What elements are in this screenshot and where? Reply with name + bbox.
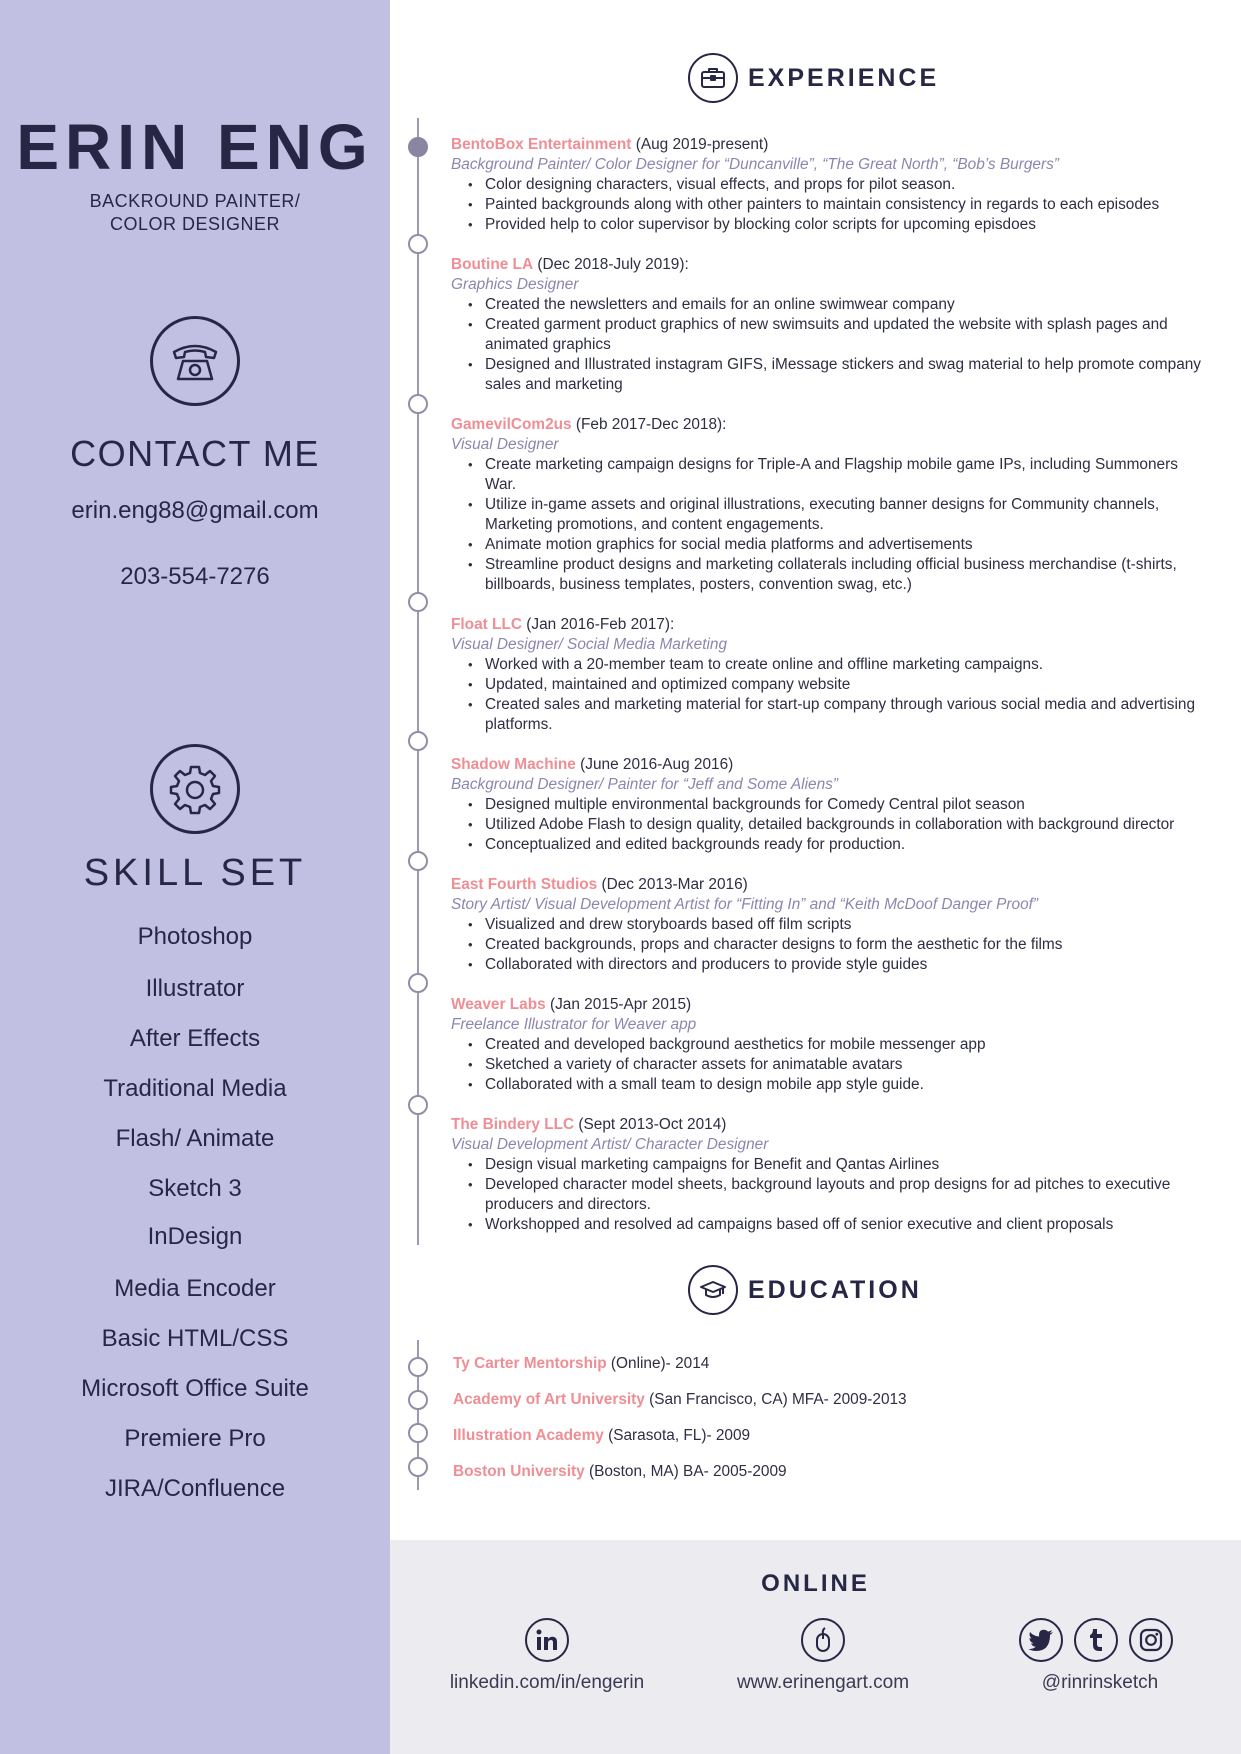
school-detail: (Sarasota, FL)- 2009 [603,1427,751,1444]
timeline-dot [408,731,428,751]
phone-number[interactable]: 203-554-7276 [120,563,270,590]
skill-item: Illustrator [145,975,245,1002]
job-dates: (Jan 2016-Feb 2017): [521,616,675,633]
job-bullets [451,175,1211,235]
skill-item: JIRA/Confluence [104,1475,286,1502]
social-handle[interactable]: @rinrinsketch [1041,1672,1159,1693]
job-bullet: • Updated, maintained and optimized company website [451,675,1211,695]
job-bullets [451,455,1211,595]
job-bullet: • Worked with a 20-member team to create online and offline marketing campaigns. [451,655,1211,675]
job-role: Visual Development Artist/ Character Designer [451,1136,769,1153]
job-header [451,995,1211,1015]
skill-item: Photoshop [137,923,253,950]
skill-item: After Effects [129,1025,261,1052]
job-entry-gamevil [451,415,1211,595]
school-name: Ty Carter Mentorship [453,1355,607,1372]
online-heading: ONLINE [761,1570,870,1597]
company-name: Float LLC [451,616,522,633]
job-header [451,415,1211,435]
job-bullet: • Painted backgrounds along with other painters to maintain consistency in regards to each episodes [451,195,1211,215]
twitter-icon[interactable] [1019,1618,1063,1662]
company-name: The Bindery LLC [451,1116,575,1133]
job-entry-shadow-machine [451,755,1211,855]
skill-item: Flash/ Animate [115,1125,275,1152]
company-name: BentoBox Entertainment [451,136,632,153]
job-header [451,615,1211,635]
job-bullet: • Design visual marketing campaigns for Benefit and Qantas Airlines [451,1155,1211,1175]
telephone-icon [150,316,240,406]
instagram-icon[interactable] [1129,1618,1173,1662]
experience-heading: EXPERIENCE [748,64,940,92]
job-entry-weaver-labs [451,995,1211,1095]
graduation-cap-icon [688,1265,738,1315]
timeline-dot-current [408,137,428,157]
job-title-line-2: COLOR DESIGNER [109,214,281,234]
job-bullet: • Provided help to color supervisor by blocking color scripts for upcoming episdoes [451,215,1211,235]
skill-item: Sketch 3 [148,1175,242,1202]
job-bullet: • Workshopped and resolved ad campaigns based off of senior executive and client proposals [451,1215,1211,1235]
job-bullet: • Conceptualized and edited backgrounds ready for production. [451,835,1211,855]
education-item [453,1427,750,1445]
job-dates: (Dec 2018-July 2019): [533,256,689,273]
job-role: Story Artist/ Visual Development Artist for “Fitting In” and “Keith McDoof Danger Proof” [451,896,1039,913]
contact-heading: CONTACT ME [70,433,320,474]
job-dates: (Dec 2013-Mar 2016) [597,876,748,893]
school-name: Illustration Academy [453,1427,604,1444]
job-bullet: • Utilized Adobe Flash to design quality, detailed backgrounds in collaboration with background director [451,815,1211,835]
education-heading: EDUCATION [748,1276,922,1304]
timeline-dot [408,1457,428,1477]
timeline-dot [408,592,428,612]
job-entry-east-fourth [451,875,1211,975]
job-bullet: • Created sales and marketing material for start-up company through various social media and advertising platforms. [451,695,1211,735]
linkedin-icon[interactable] [525,1618,569,1662]
school-detail: (Boston, MA) BA- 2005-2009 [584,1463,787,1480]
skill-item: InDesign [147,1223,243,1250]
job-header [451,255,1211,275]
timeline-dot [408,234,428,254]
job-role: Background Painter/ Color Designer for “Duncanville”, “The Great North”, “Bob’s Burgers” [451,156,1059,173]
job-dates: (Aug 2019-present) [631,136,769,153]
company-name: Weaver Labs [451,996,546,1013]
job-bullets [451,295,1211,395]
job-dates: (June 2016-Aug 2016) [575,756,734,773]
school-name: Academy of Art University [453,1391,645,1408]
company-name: GamevilCom2us [451,416,572,433]
job-entry-boutine [451,255,1211,395]
job-bullets [451,795,1211,855]
timeline-dot [408,851,428,871]
job-role: Visual Designer [451,436,559,453]
job-bullet: • Created the newsletters and emails for an online swimwear company [451,295,1211,315]
experience-timeline-line [417,118,419,1245]
company-name: Shadow Machine [451,756,576,773]
job-bullet: • Created backgrounds, props and character designs to form the aesthetic for the films [451,935,1211,955]
job-header [451,755,1211,775]
briefcase-icon [688,53,738,103]
job-bullet: • Sketched a variety of character assets for animatable avatars [451,1055,1211,1075]
online-footer [390,1540,1241,1754]
skills-heading: SKILL SET [83,852,307,894]
job-bullets [451,915,1211,975]
timeline-dot [408,1390,428,1410]
gear-icon [150,744,240,834]
linkedin-link[interactable]: linkedin.com/in/engerin [449,1672,645,1693]
job-header [451,135,1211,155]
job-dates: (Feb 2017-Dec 2018): [571,416,727,433]
timeline-dot [408,1423,428,1443]
job-bullet: • Developed character model sheets, background layouts and prop designs for ad pitches to executive producers and directors. [451,1175,1211,1215]
job-dates: (Jan 2015-Apr 2015) [545,996,692,1013]
job-role: Background Designer/ Painter for “Jeff and Some Aliens” [451,776,838,793]
job-role: Freelance Illustrator for Weaver app [451,1016,697,1033]
job-bullet: • Collaborated with directors and producers to provide style guides [451,955,1211,975]
job-entry-float [451,615,1211,735]
job-bullet: • Visualized and drew storyboards based off film scripts [451,915,1211,935]
skill-item: Premiere Pro [124,1425,266,1452]
job-header [451,1115,1211,1135]
tumblr-icon[interactable] [1074,1618,1118,1662]
job-bullets [451,1155,1211,1235]
job-bullet: • Utilize in-game assets and original illustrations, executing banner designs for Community channels, Marketing promotions, and content engagements. [451,495,1211,535]
job-role: Visual Designer/ Social Media Marketing [451,636,728,653]
job-title-line-1: BACKROUND PAINTER/ [89,191,301,211]
job-bullet: • Created garment product graphics of new swimsuits and updated the website with splash pages and animated graphics [451,315,1211,355]
job-bullet: • Designed multiple environmental backgrounds for Comedy Central pilot season [451,795,1211,815]
job-bullet: • Created and developed background aesthetics for mobile messenger app [451,1035,1211,1055]
job-bullet: • Create marketing campaign designs for Triple-A and Flagship mobile game IPs, including Summoners War. [451,455,1211,495]
candidate-name: ERIN ENG [16,111,374,183]
job-bullet: • Designed and Illustrated instagram GIFS, iMessage stickers and swag material to help promote company sales and marketing [451,355,1211,395]
skill-item: Media Encoder [114,1275,276,1302]
skill-item: Basic HTML/CSS [101,1325,289,1352]
website-link[interactable]: www.erinengart.com [736,1672,910,1693]
job-role: Graphics Designer [451,276,579,293]
job-bullet: • Streamline product designs and marketing collaterals including official business merchandise (t-shirts, billboards, business templates, posters, convention swag, etc.) [451,555,1211,595]
job-bullets [451,655,1211,735]
job-title [0,190,390,236]
education-item [453,1463,787,1481]
company-name: East Fourth Studios [451,876,598,893]
school-detail: (Online)- 2014 [606,1355,710,1372]
job-dates: (Sept 2013-Oct 2014) [574,1116,727,1133]
job-bullet: • Color designing characters, visual effects, and props for pilot season. [451,175,1211,195]
education-item [453,1391,907,1409]
company-name: Boutine LA [451,256,534,273]
timeline-dot [408,973,428,993]
skill-item: Traditional Media [103,1075,287,1102]
education-item [453,1355,709,1373]
sidebar [0,0,390,1754]
job-bullets [451,1035,1211,1095]
job-entry-bindery [451,1115,1211,1235]
job-header [451,875,1211,895]
job-bullet: • Animate motion graphics for social media platforms and advertisements [451,535,1211,555]
school-detail: (San Francisco, CA) MFA- 2009-2013 [644,1391,907,1408]
skill-item: Microsoft Office Suite [81,1375,309,1402]
email-address[interactable]: erin.eng88@gmail.com [71,497,319,524]
timeline-dot [408,1095,428,1115]
timeline-dot [408,394,428,414]
timeline-dot [408,1357,428,1377]
mouse-icon[interactable] [801,1618,845,1662]
school-name: Boston University [453,1463,585,1480]
job-bullet: • Collaborated with a small team to design mobile app style guide. [451,1075,1211,1095]
job-entry-bentobox [451,135,1211,235]
